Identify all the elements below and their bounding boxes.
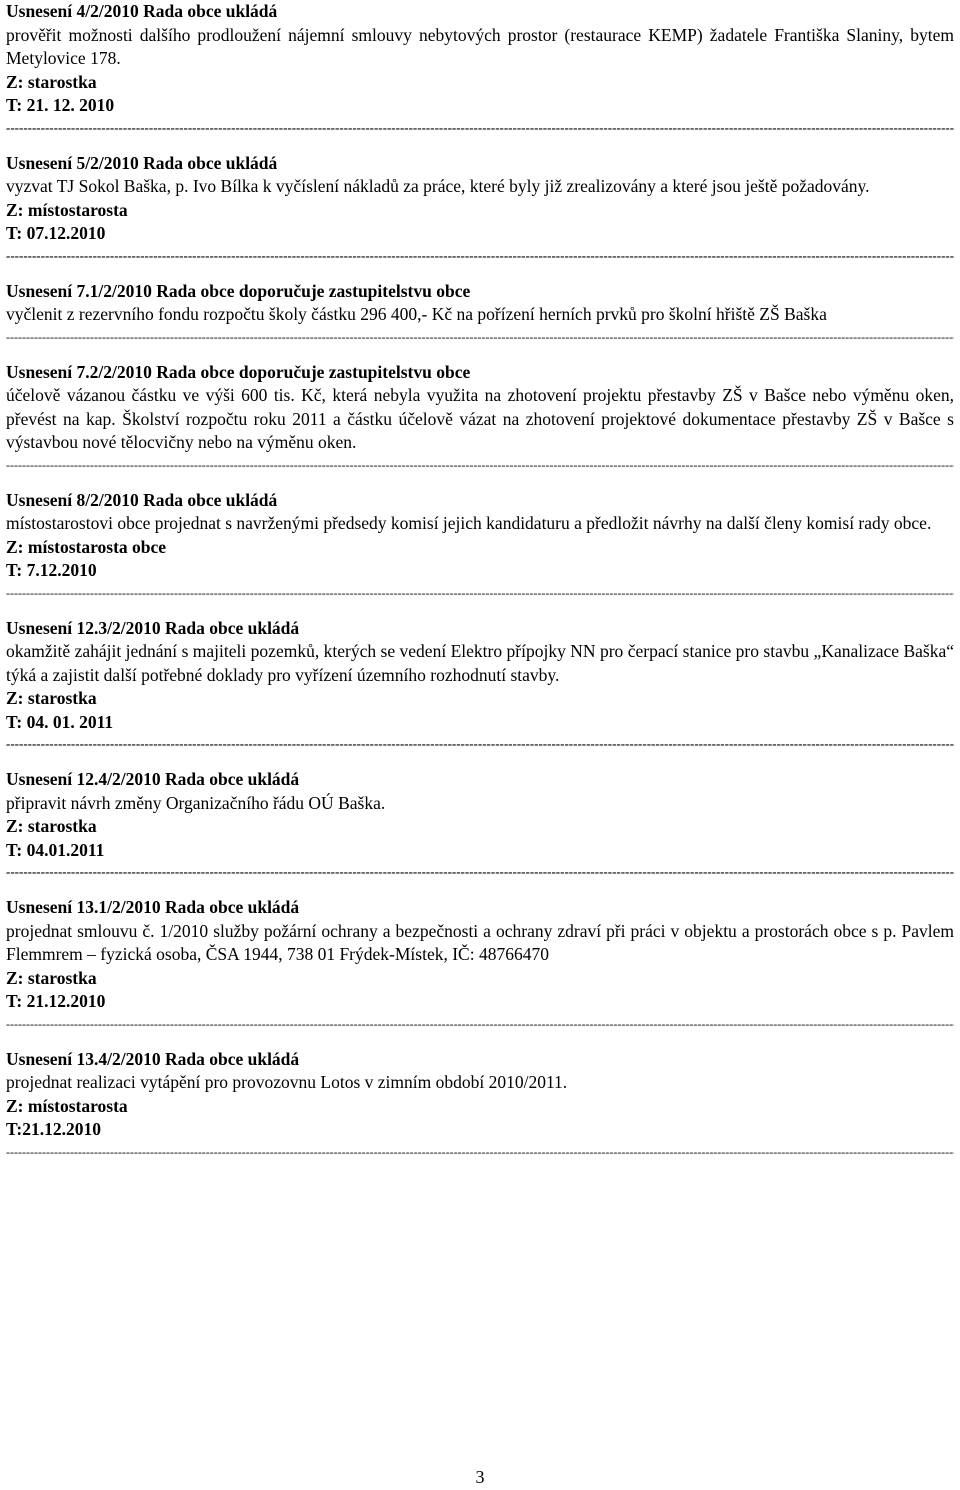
page-number: 3 bbox=[475, 1467, 485, 1487]
resolution-heading: Usnesení 5/2/2010 Rada obce ukládá bbox=[6, 152, 278, 173]
document-page bbox=[6, 0, 954, 1176]
resolution-heading: Usnesení 7.1/2/2010 Rada obce doporučuje zastupitelstvu obce bbox=[6, 280, 471, 301]
resolution-text: připravit návrh změny Organizačního řádu OÚ Baška. bbox=[6, 792, 386, 813]
resolution-text: projednat realizaci vytápění pro provozovnu Lotos v zimním období 2010/2011. bbox=[6, 1072, 568, 1092]
resolution-text: místostarostovi obce projednat s navrženými předsedy komisí jejich kandidaturu a předložit návrhy na další členy komisí rady obce. bbox=[6, 513, 932, 533]
separator bbox=[6, 248, 954, 264]
separator bbox=[6, 457, 954, 473]
deadline: T: 07.12.2010 bbox=[6, 223, 106, 243]
responsible-person: Z: starostka bbox=[6, 688, 97, 708]
resolution-13-1-2 bbox=[6, 896, 954, 1014]
resolution-heading: Usnesení 12.4/2/2010 Rada obce ukládá bbox=[6, 769, 300, 789]
resolution-8-2 bbox=[6, 489, 954, 583]
resolution-text: vyzvat TJ Sokol Baška, p. Ivo Bílka k vyčíslení nákladů za práce, které byly již zrealizovány a které jsou ještě požadovány. bbox=[6, 176, 870, 196]
responsible-person: Z: místostarosta bbox=[6, 1095, 128, 1116]
deadline: T: 04. 01. 2011 bbox=[6, 711, 114, 732]
separator bbox=[6, 864, 954, 880]
resolution-12-3-2 bbox=[6, 617, 954, 735]
resolution-text: účelově vázanou částku ve výši 600 tis. Kč, která nebyla využita na zhotovení projektu přestavby ZŠ v Bašce nebo výměnu oken, převést na kap. Školství rozpočtu roku 2011 a částku účelově vázat na zhotovení projektové dokumentace přestavby ZŠ v Bašce s výstavbou nové tělocvičny nebo na výměnu oken. bbox=[6, 385, 954, 452]
deadline: T: 7.12.2010 bbox=[6, 560, 97, 580]
resolution-heading: Usnesení 7.2/2/2010 Rada obce doporučuje zastupitelstvu obce bbox=[6, 361, 471, 382]
resolution-text: okamžitě zahájit jednání s majiteli pozemků, kterých se vedení Elektro přípojky NN pro čerpací stanice pro stavbu „Kanalizace Baška“ týká a zajistit další potřebné doklady pro vyřízení územního rozhodnutí stavby. bbox=[6, 641, 954, 685]
resolution-text: prověřit možnosti dalšího prodloužení nájemní smlouvy nebytových prostor (restaurace KEMP) žadatele Františka Slaniny, bytem Metylovice 178. bbox=[6, 24, 954, 68]
responsible-person: Z: starostka bbox=[6, 71, 97, 92]
deadline: T: 04.01.2011 bbox=[6, 839, 105, 860]
deadline: T: 21. 12. 2010 bbox=[6, 95, 115, 115]
separator bbox=[6, 1016, 954, 1032]
resolution-4-2 bbox=[6, 0, 954, 118]
resolution-7-1-2 bbox=[6, 280, 954, 327]
resolution-heading: Usnesení 13.4/2/2010 Rada obce ukládá bbox=[6, 1048, 300, 1069]
separator bbox=[6, 585, 954, 601]
resolution-heading: Usnesení 8/2/2010 Rada obce ukládá bbox=[6, 489, 278, 510]
responsible-person: Z: místostarosta bbox=[6, 199, 128, 220]
separator bbox=[6, 120, 954, 136]
resolution-text: vyčlenit z rezervního fondu rozpočtu školy částku 296 400,- Kč na pořízení herních prvků pro školní hřiště ZŠ Baška bbox=[6, 304, 827, 324]
resolution-heading: Usnesení 4/2/2010 Rada obce ukládá bbox=[6, 1, 278, 21]
resolution-heading: Usnesení 12.3/2/2010 Rada obce ukládá bbox=[6, 617, 300, 638]
responsible-person: Z: místostarosta obce bbox=[6, 536, 167, 557]
resolution-5-2 bbox=[6, 152, 954, 246]
responsible-person: Z: starostka bbox=[6, 816, 97, 836]
resolution-12-4-2 bbox=[6, 768, 954, 862]
separator bbox=[6, 1144, 954, 1160]
deadline: T: 21.12.2010 bbox=[6, 991, 106, 1011]
deadline: T:21.12.2010 bbox=[6, 1119, 101, 1139]
separator bbox=[6, 329, 954, 345]
resolution-text: projednat smlouvu č. 1/2010 služby požární ochrany a bezpečnosti a ochrany zdraví při práci v objektu a prostorách obce s p. Pavlem Flemmrem – fyzická osoba, ČSA 1944, 738 01 Frýdek-Místek, IČ: 48766470 bbox=[6, 920, 954, 964]
resolution-13-4-2 bbox=[6, 1048, 954, 1142]
responsible-person: Z: starostka bbox=[6, 967, 97, 988]
resolution-7-2-2 bbox=[6, 361, 954, 455]
separator bbox=[6, 736, 954, 752]
resolution-heading: Usnesení 13.1/2/2010 Rada obce ukládá bbox=[6, 897, 300, 917]
